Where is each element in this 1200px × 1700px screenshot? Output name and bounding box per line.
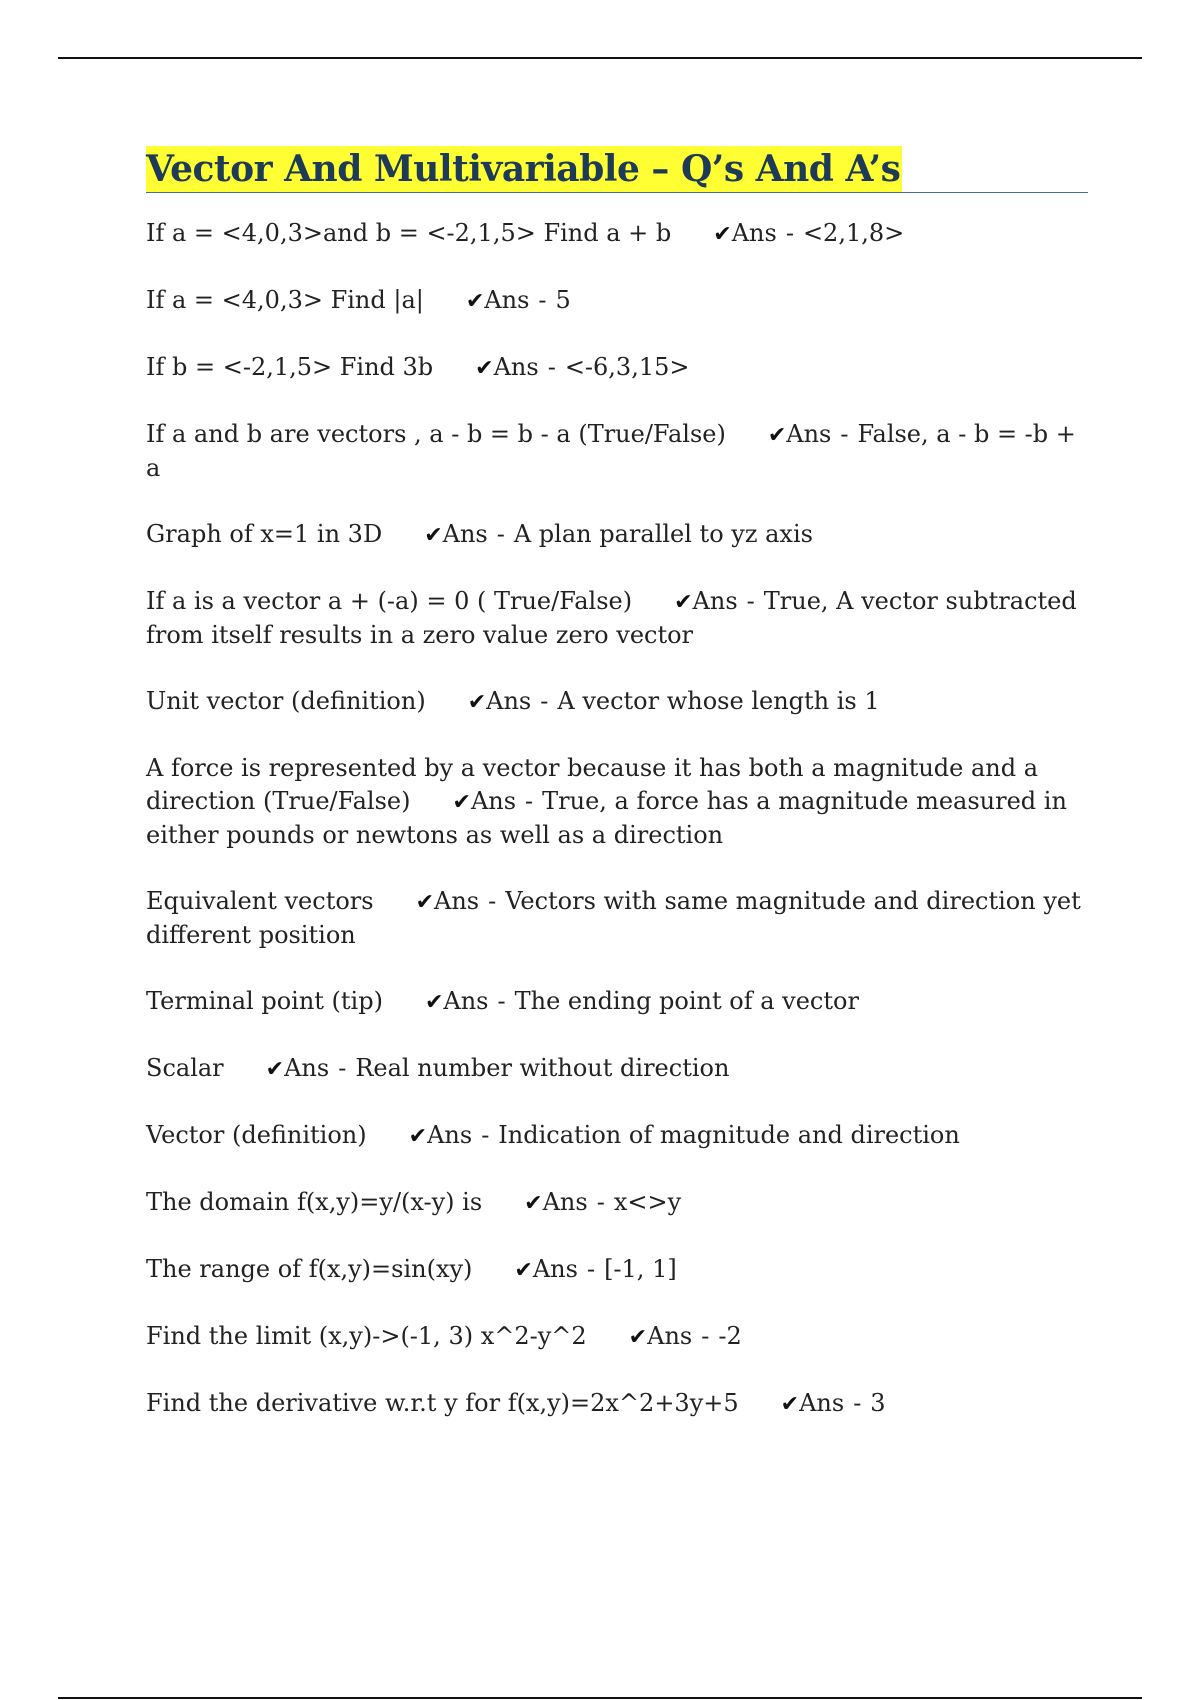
qa-item — [146, 752, 1088, 852]
answer-label: Ans — [542, 1188, 588, 1216]
answer-label: Ans — [427, 1121, 473, 1149]
qa-item — [146, 1119, 1088, 1153]
answer-separator: - — [746, 587, 755, 615]
answer-label: Ans — [284, 1054, 330, 1082]
answer-separator: - — [525, 787, 534, 815]
question-text: Find the limit (x,y)->(-1, 3) x^2-y^2 — [146, 1322, 587, 1350]
checkmark-icon: ✔ — [767, 423, 787, 448]
answer-block — [425, 987, 859, 1015]
answer-block — [524, 1188, 681, 1216]
answer-text: x<>y — [613, 1188, 682, 1216]
qa-item — [146, 1186, 1088, 1220]
checkmark-icon: ✔ — [713, 222, 732, 247]
question-text: Graph of x=1 in 3D — [146, 520, 383, 548]
answer-separator: - — [496, 520, 505, 548]
answer-block — [409, 1121, 960, 1149]
answer-text: Vectors with same magnitude and direction yet different position — [146, 887, 1081, 949]
answer-label: Ans — [532, 1255, 578, 1283]
answer-text: True, a force has a magnitude measured in either pounds or newtons as well as a direction — [146, 787, 1067, 849]
checkmark-icon: ✔ — [780, 1392, 800, 1417]
question-text: If a = <4,0,3> Find |a| — [146, 286, 424, 314]
answer-separator: - — [481, 1121, 490, 1149]
answer-text: Indication of magnitude and direction — [498, 1121, 960, 1149]
qa-list — [146, 217, 1088, 1421]
question-text: If b = <-2,1,5> Find 3b — [146, 353, 434, 381]
answer-block — [713, 219, 904, 247]
answer-block — [468, 687, 880, 715]
answer-text: True, A vector subtracted from itself results in a zero value zero vector — [146, 587, 1077, 649]
checkmark-icon: ✔ — [674, 590, 693, 615]
answer-label: Ans — [731, 219, 777, 247]
question-text: If a and b are vectors , a - b = b - a (True/False) — [146, 420, 726, 448]
checkmark-icon: ✔ — [514, 1258, 533, 1283]
checkmark-icon: ✔ — [452, 790, 471, 815]
qa-item — [146, 1387, 1088, 1421]
qa-item — [146, 1320, 1088, 1354]
answer-text: A plan parallel to yz axis — [513, 520, 813, 548]
question-text: If a is a vector a + (-a) = 0 ( True/False) — [146, 587, 633, 615]
answer-label: Ans — [692, 587, 738, 615]
question-text: Vector (definition) — [146, 1121, 367, 1149]
qa-item — [146, 685, 1088, 719]
answer-text: A vector whose length is 1 — [557, 687, 880, 715]
answer-block — [514, 1255, 676, 1283]
question-text: Find the derivative w.r.t y for f(x,y)=2x^2+3y+5 — [146, 1389, 739, 1417]
answer-separator: - — [488, 887, 497, 915]
qa-item — [146, 418, 1088, 485]
answer-block — [266, 1054, 730, 1082]
checkmark-icon: ✔ — [424, 523, 443, 548]
qa-item — [146, 351, 1088, 385]
answer-separator: - — [586, 1255, 596, 1283]
question-text: Unit vector (definition) — [146, 687, 426, 715]
checkmark-icon: ✔ — [524, 1191, 543, 1216]
answer-text: <2,1,8> — [802, 219, 905, 247]
answer-label: Ans — [470, 787, 517, 815]
answer-label: Ans — [786, 420, 832, 448]
question-text: Scalar — [146, 1054, 224, 1082]
checkmark-icon: ✔ — [408, 1124, 428, 1149]
answer-separator: - — [785, 219, 794, 247]
answer-separator: - — [840, 420, 849, 448]
answer-text: [-1, 1] — [604, 1255, 677, 1283]
qa-item — [146, 885, 1088, 952]
bottom-rule — [58, 1697, 1142, 1699]
answer-block — [424, 520, 813, 548]
qa-item — [146, 518, 1088, 552]
answer-separator: - — [701, 1322, 710, 1350]
answer-block — [466, 286, 571, 314]
answer-text: 3 — [870, 1389, 886, 1417]
answer-label: Ans — [486, 687, 532, 715]
answer-text: False, a - b = -b + a — [146, 420, 1076, 482]
answer-text: -2 — [718, 1322, 742, 1350]
checkmark-icon: ✔ — [415, 890, 435, 915]
answer-text: 5 — [555, 286, 571, 314]
answer-text: The ending point of a vector — [514, 987, 859, 1015]
qa-item — [146, 284, 1088, 318]
top-rule — [58, 57, 1142, 59]
answer-separator: - — [596, 1188, 605, 1216]
checkmark-icon: ✔ — [628, 1325, 648, 1350]
answer-block — [475, 353, 689, 381]
document-title: Vector And Multivariable – Q’s And A’s — [146, 148, 901, 190]
answer-label: Ans — [434, 887, 480, 915]
checkmark-icon: ✔ — [467, 690, 487, 715]
answer-separator: - — [538, 286, 547, 314]
answer-label: Ans — [484, 286, 530, 314]
title-underline — [146, 146, 1088, 193]
answer-separator: - — [338, 1054, 347, 1082]
answer-label: Ans — [493, 353, 539, 381]
answer-block — [781, 1389, 886, 1417]
question-text: A force is represented by a vector because it has both a magnitude and a direction (True/False) — [146, 754, 1039, 815]
qa-item — [146, 1253, 1088, 1287]
qa-item — [146, 585, 1088, 652]
checkmark-icon: ✔ — [475, 356, 494, 381]
checkmark-icon: ✔ — [265, 1057, 285, 1082]
question-text: The range of f(x,y)=sin(xy) — [146, 1255, 473, 1283]
checkmark-icon: ✔ — [465, 289, 485, 314]
answer-block — [629, 1322, 742, 1350]
answer-label: Ans — [647, 1322, 693, 1350]
checkmark-icon: ✔ — [424, 990, 444, 1015]
answer-text: <-6,3,15> — [564, 353, 690, 381]
qa-item — [146, 1052, 1088, 1086]
qa-item — [146, 217, 1088, 251]
answer-separator: - — [547, 353, 556, 381]
answer-label: Ans — [799, 1389, 845, 1417]
qa-item — [146, 985, 1088, 1019]
question-text: If a = <4,0,3>and b = <-2,1,5> Find a + b — [146, 219, 672, 247]
question-text: Terminal point (tip) — [146, 987, 383, 1015]
question-text: The domain f(x,y)=y/(x-y) is — [146, 1188, 483, 1216]
answer-text: Real number without direction — [355, 1054, 730, 1082]
answer-separator: - — [540, 687, 549, 715]
answer-label: Ans — [443, 987, 489, 1015]
document-body — [146, 146, 1088, 1454]
answer-separator: - — [497, 987, 506, 1015]
answer-label: Ans — [442, 520, 488, 548]
question-text: Equivalent vectors — [146, 887, 374, 915]
answer-separator: - — [853, 1389, 862, 1417]
